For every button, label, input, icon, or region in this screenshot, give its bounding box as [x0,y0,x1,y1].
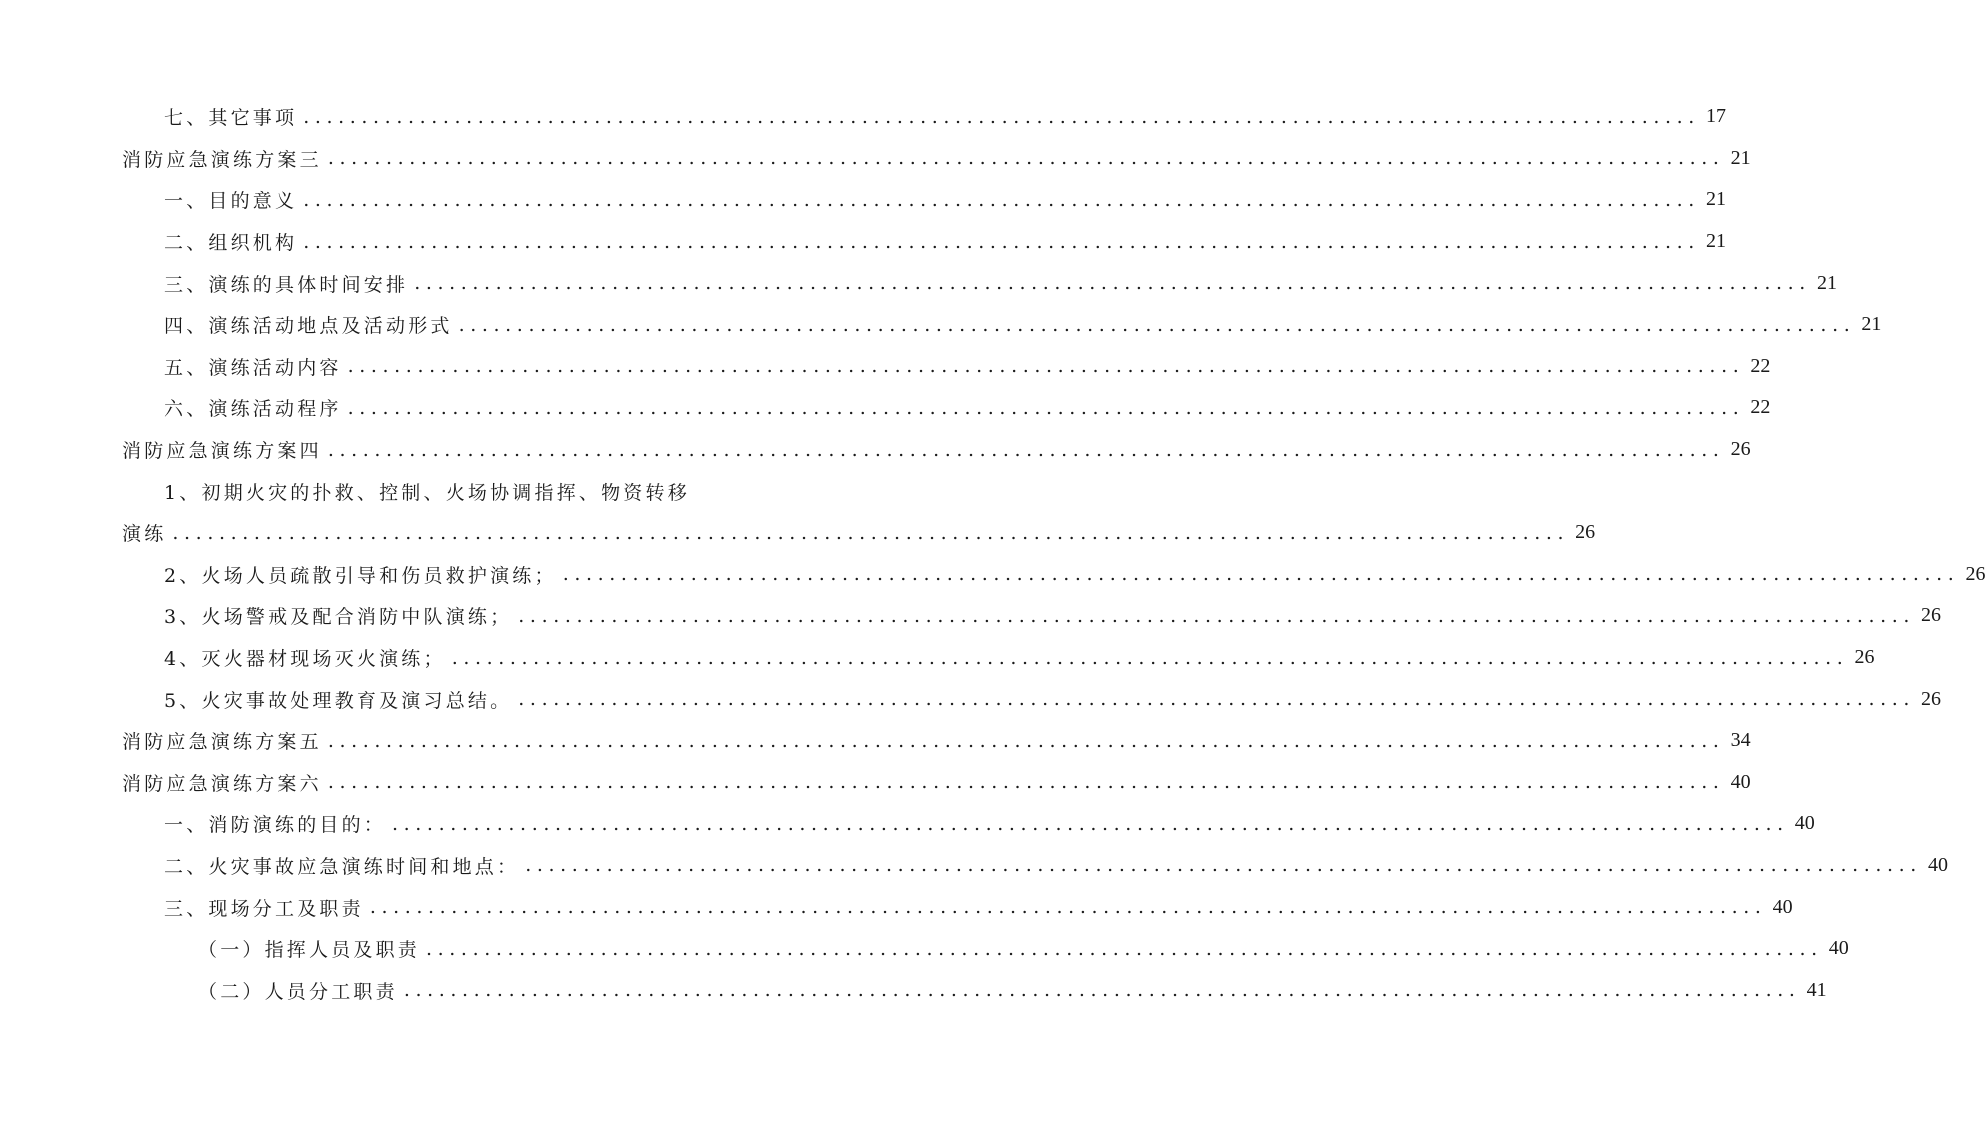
toc-page-number: 26 [1854,646,1875,669]
toc-entry[interactable] [122,429,1751,471]
toc-page-number: 26 [1921,687,1942,710]
toc-leader-dots: ........................................................................................................................ [403,979,1801,1002]
toc-page-number: 26 [1921,604,1942,627]
toc-leader-dots: ........................................................................................................................ [327,771,1725,794]
toc-entry[interactable] [122,138,1751,180]
table-of-contents [122,96,1985,1011]
toc-leader-dots: ........................................................................................................................ [518,604,1916,627]
toc-page-number: 21 [1705,188,1726,211]
toc-entry[interactable] [122,803,1815,845]
toc-entry-title: 4、灭火器材现场灭火演练； [164,648,446,671]
toc-entry[interactable] [122,762,1751,804]
toc-page-number: 41 [1806,978,1827,1001]
toc-entry[interactable] [122,387,1771,429]
toc-entry-title: 四、演练活动地点及活动形式 [164,315,453,338]
toc-leader-dots: ........................................................................................................................ [327,438,1725,461]
toc-entry[interactable] [122,554,1985,596]
toc-entry-title: （二）人员分工职责 [198,980,398,1003]
toc-entry-title: 二、组织机构 [164,232,298,255]
toc-entry-title: 演练 [122,523,167,546]
toc-leader-dots: ........................................................................................................................ [426,937,1823,960]
toc-leader-dots: ........................................................................................................................ [525,854,1922,877]
toc-page-number: 17 [1705,105,1726,128]
toc-leader-dots: ........................................................................................................................ [458,313,1856,336]
toc-leader-dots: ........................................................................................................................ [303,230,1700,253]
toc-leader-dots: ........................................................................................................................ [347,396,1745,419]
toc-entry-title: 三、演练的具体时间安排 [164,273,409,296]
toc-leader-dots: ........................................................................................................................ [414,272,1811,295]
toc-page-number: 26 [1730,438,1751,461]
toc-entry[interactable] [122,678,1942,720]
toc-page-number: 26 [1575,521,1596,544]
toc-entry-title: 一、目的意义 [164,190,298,213]
toc-entry[interactable] [122,886,1793,928]
toc-entry-title: 消防应急演练方案四 [122,440,322,463]
toc-entry-title: 5、火灾事故处理教育及演习总结。 [164,689,513,712]
toc-leader-dots: ........................................................................................................................ [347,355,1745,378]
toc-page-number: 21 [1730,146,1751,169]
toc-entry-title: 七、其它事项 [164,107,298,130]
toc-entry-title: 消防应急演练方案五 [122,731,322,754]
toc-entry-title-line1: 1、初期火灾的扑救、控制、火场协调指挥、物资转移 [164,481,690,504]
toc-leader-dots: ........................................................................................................................ [451,646,1849,669]
toc-entry[interactable] [122,221,1726,263]
toc-page-number: 40 [1828,937,1849,960]
toc-entry[interactable] [122,845,1948,887]
toc-entry-title: 2、火场人员疏散引导和伤员救护演练； [164,564,557,587]
toc-entry-title: 消防应急演练方案六 [122,772,322,795]
toc-leader-dots: ........................................................................................................................ [562,563,1960,586]
toc-page-number: 40 [1730,770,1751,793]
toc-page-number: 40 [1772,895,1793,918]
toc-leader-dots: ........................................................................................................................ [392,812,1789,835]
toc-entry[interactable] [122,346,1771,388]
toc-leader-dots: ........................................................................................................................ [327,147,1725,170]
toc-leader-dots: ........................................................................................................................ [303,105,1700,128]
toc-page-number: 40 [1794,812,1815,835]
toc-entry-title: 消防应急演练方案三 [122,148,322,171]
toc-entry[interactable] [122,179,1726,221]
toc-entry-title: 3、火场警戒及配合消防中队演练； [164,606,513,629]
toc-page-number: 34 [1730,729,1751,752]
toc-leader-dots: ........................................................................................................................ [327,729,1725,752]
toc-entry-title: （一）指挥人员及职责 [198,939,421,962]
toc-page-number: 21 [1705,230,1726,253]
toc-entry[interactable] [122,96,1726,138]
toc-entry[interactable] [122,304,1882,346]
toc-leader-dots: ........................................................................................................................ [303,188,1700,211]
toc-leader-dots: ........................................................................................................................ [369,896,1767,919]
toc-entry[interactable] [122,720,1751,762]
toc-page-number: 21 [1861,313,1882,336]
toc-page-number: 26 [1965,562,1985,585]
toc-page-number: 40 [1927,853,1948,876]
toc-page-number: 21 [1816,271,1837,294]
toc-entry[interactable] [122,595,1942,637]
toc-entry[interactable] [122,969,1827,1011]
toc-entry-title: 五、演练活动内容 [164,356,342,379]
toc-entry[interactable] [122,512,1596,554]
toc-leader-dots: ........................................................................................................................ [172,521,1570,544]
toc-entry-title: 六、演练活动程序 [164,398,342,421]
toc-page-number: 22 [1750,354,1771,377]
toc-entry-title: 一、消防演练的目的： [164,814,387,837]
toc-page-number: 22 [1750,396,1771,419]
toc-entry[interactable] [122,262,1837,304]
toc-leader-dots: ........................................................................................................................ [518,688,1916,711]
toc-entry[interactable] [122,637,1875,679]
toc-entry[interactable] [122,928,1849,970]
toc-entry-title: 三、现场分工及职责 [164,897,364,920]
toc-entry-title: 二、火灾事故应急演练时间和地点： [164,855,520,878]
